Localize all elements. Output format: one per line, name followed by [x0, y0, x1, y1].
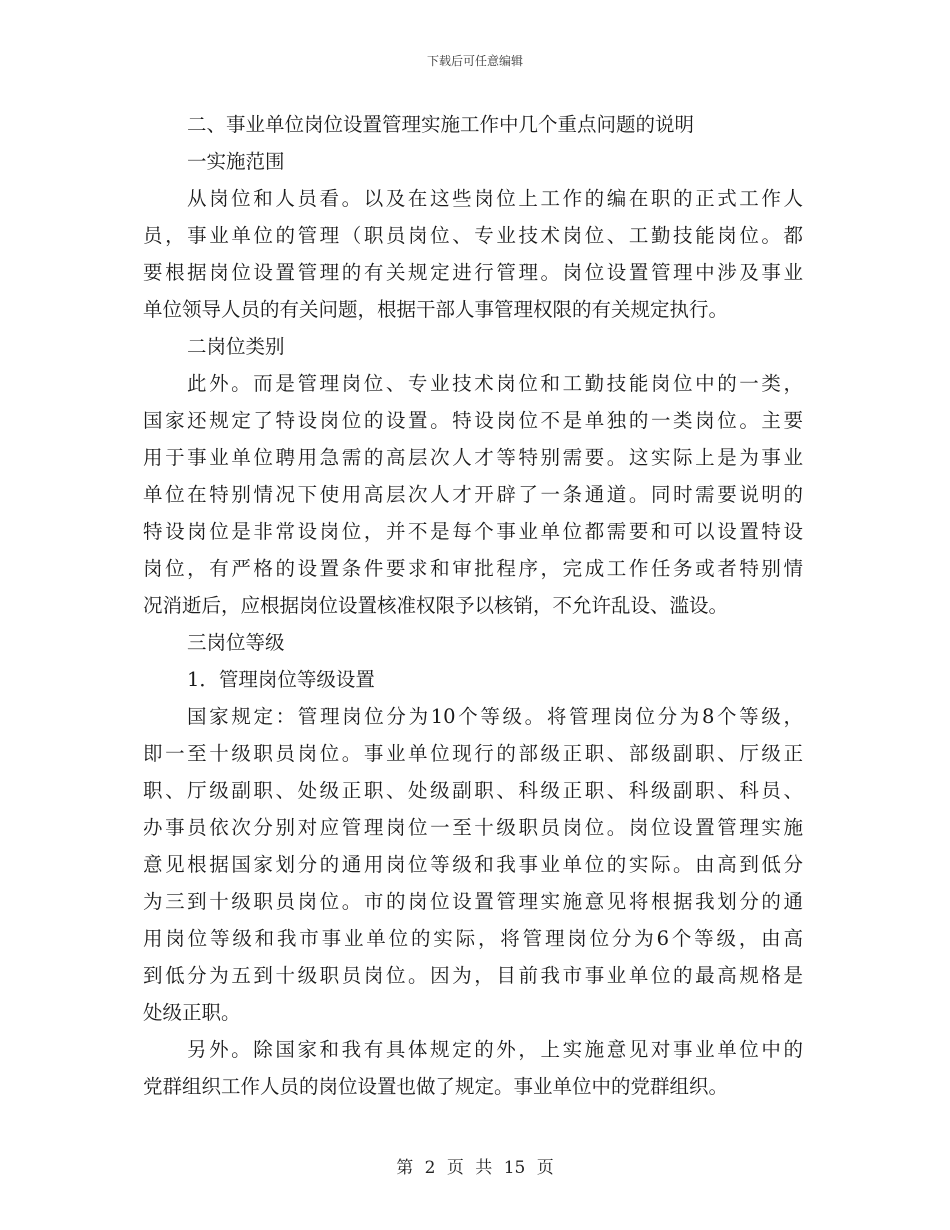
paragraph-line: 单位领导人员的有关问题，根据干部人事管理权限的有关规定执行。 [143, 298, 729, 321]
numbered-heading: 1．管理岗位等级设置 [187, 668, 375, 691]
paragraph-line: 国家规定：管理岗位分为10个等级。将管理岗位分为8个等级， [187, 705, 803, 728]
section-heading: 二、事业单位岗位设置管理实施工作中几个重点问题的说明 [187, 113, 695, 136]
paragraph-line: 处级正职。 [143, 1001, 241, 1024]
paragraph-line: 从岗位和人员看。以及在这些岗位上工作的编在职的正式工作人 [187, 187, 803, 210]
subsection-heading: 三岗位等级 [187, 631, 285, 654]
page-header: 下载后可任意编辑 [426, 54, 523, 68]
paragraph-line: 用于事业单位聘用急需的高层次人才等特别需要。这实际上是为事业 [143, 446, 803, 469]
subsection-heading: 一实施范围 [187, 150, 285, 173]
paragraph-line: 况消逝后，应根据岗位设置核准权限予以核销，不允许乱设、滥设。 [143, 594, 729, 617]
paragraph-line: 另外。除国家和我有具体规定的外，上实施意见对事业单位中的 [187, 1038, 803, 1061]
paragraph-line: 为三到十级职员岗位。市的岗位设置管理实施意见将根据我划分的通 [143, 890, 803, 913]
paragraph-line: 特设岗位是非常设岗位，并不是每个事业单位都需要和可以设置特设 [143, 520, 803, 543]
paragraph-line: 员，事业单位的管理（职员岗位、专业技术岗位、工勤技能岗位。都 [143, 224, 803, 247]
paragraph-line: 职、厅级副职、处级正职、处级副职、科级正职、科级副职、科员、 [143, 779, 803, 802]
page-footer: 第 2 页 共 15 页 [396, 1158, 554, 1178]
paragraph-line: 党群组织工作人员的岗位设置也做了规定。事业单位中的党群组织。 [143, 1075, 729, 1098]
paragraph-line: 此外。而是管理岗位、专业技术岗位和工勤技能岗位中的一类， [187, 372, 803, 395]
paragraph-line: 办事员依次分别对应管理岗位一至十级职员岗位。岗位设置管理实施 [143, 816, 803, 839]
paragraph-line: 国家还规定了特设岗位的设置。特设岗位不是单独的一类岗位。主要 [143, 409, 803, 432]
paragraph-line: 单位在特别情况下使用高层次人才开辟了一条通道。同时需要说明的 [143, 483, 803, 506]
paragraph-line: 岗位，有严格的设置条件要求和审批程序，完成工作任务或者特别情 [143, 557, 803, 580]
paragraph-line: 到低分为五到十级职员岗位。因为，目前我市事业单位的最高规格是 [143, 964, 803, 987]
paragraph-line: 用岗位等级和我市事业单位的实际，将管理岗位分为6个等级，由高 [143, 927, 803, 950]
subsection-heading: 二岗位类别 [187, 335, 285, 358]
document-body [143, 106, 803, 1105]
paragraph-line: 要根据岗位设置管理的有关规定进行管理。岗位设置管理中涉及事业 [143, 261, 803, 284]
paragraph-line: 即一至十级职员岗位。事业单位现行的部级正职、部级副职、厅级正 [143, 742, 803, 765]
paragraph-line: 意见根据国家划分的通用岗位等级和我事业单位的实际。由高到低分 [143, 853, 803, 876]
